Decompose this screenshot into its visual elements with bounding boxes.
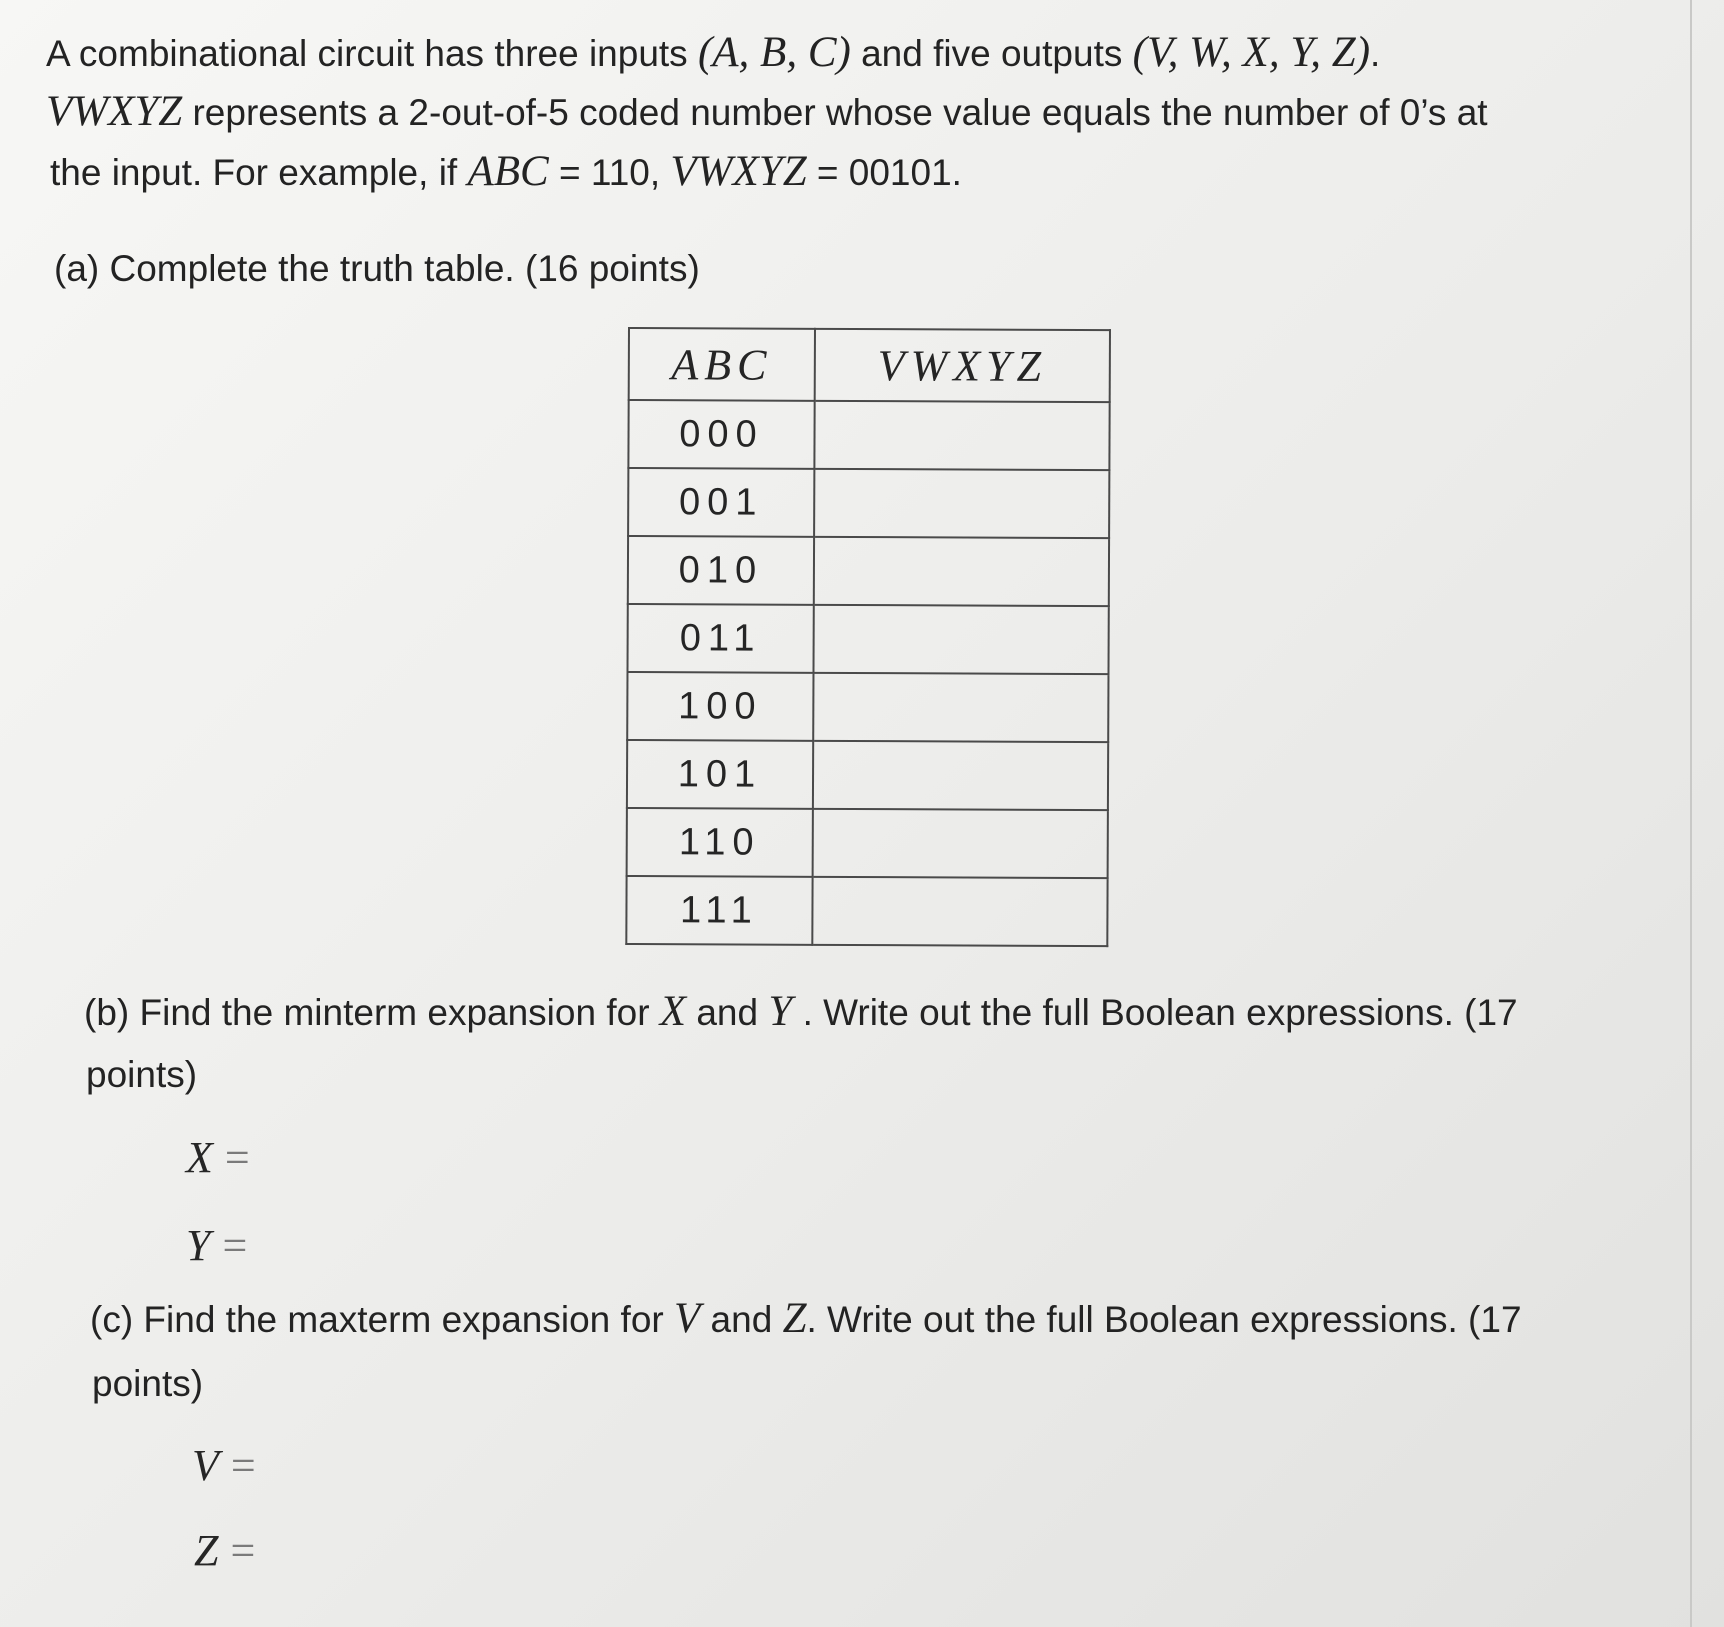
z-math: Z (782, 1295, 807, 1342)
part-c-text: . Write out the full Boolean expressions. (17 (806, 1299, 1522, 1340)
page-edge-divider (1690, 0, 1692, 1627)
z-variable: Z (194, 1526, 219, 1575)
truth-table (625, 327, 1111, 947)
intro-line-1 (46, 31, 1380, 76)
intro-text: the input. For example, if (50, 152, 468, 193)
intro-text: A combinational circuit has three inputs (46, 33, 698, 74)
vwxyz-math: VWXYZ (46, 88, 183, 135)
equals-sign: = (224, 1133, 250, 1182)
part-a-heading: (a) Complete the truth table. (16 points) (54, 248, 700, 289)
abc-cell: 111 (626, 876, 812, 945)
intro-line-2 (46, 90, 1488, 135)
equals-sign: = (222, 1221, 248, 1270)
vwxyz-answer-cell[interactable] (812, 877, 1107, 946)
v-variable: V (192, 1441, 219, 1490)
part-c-line-1 (90, 1297, 1522, 1342)
vwxyz-answer-cell[interactable] (814, 537, 1109, 606)
z-equation (194, 1525, 255, 1576)
part-b-line-1 (84, 990, 1518, 1035)
equals-sign: = (230, 1441, 256, 1490)
x-variable: X (186, 1133, 213, 1182)
abc-cell: 101 (627, 740, 813, 809)
part-b-line-2: points) (86, 1054, 198, 1095)
abc-cell: 011 (627, 604, 813, 673)
intro-text: = 00101. (806, 152, 962, 193)
intro-text: and five outputs (850, 33, 1133, 74)
intro-text: represents a 2-out-of-5 coded number whose value equals the number of 0’s at (182, 92, 1488, 133)
header-vwxyz: VWXYZ (815, 329, 1110, 402)
abc-cell: 010 (628, 536, 814, 605)
table-row (626, 876, 1107, 946)
inputs-math: (A, B, C) (697, 29, 851, 76)
table-row (627, 672, 1108, 742)
intro-line-3 (50, 150, 962, 195)
vwxyz-answer-cell[interactable] (813, 741, 1108, 810)
vwxyz-answer-cell[interactable] (814, 469, 1109, 538)
vwxyz-math: VWXYZ (670, 148, 807, 195)
equals-sign: = (230, 1526, 256, 1575)
y-math: Y (768, 988, 793, 1035)
part-c-line-2: points) (92, 1363, 204, 1404)
table-row (628, 468, 1109, 538)
x-equation (186, 1132, 250, 1183)
table-row (628, 400, 1109, 470)
abc-cell: 110 (627, 808, 813, 877)
part-b-text: (b) Find the minterm expansion for (84, 992, 660, 1033)
vwxyz-answer-cell[interactable] (813, 809, 1108, 878)
table-row (628, 536, 1109, 606)
v-equation (192, 1440, 256, 1491)
table-row (627, 740, 1108, 810)
part-b-text: and (686, 992, 769, 1033)
v-math: V (674, 1295, 701, 1342)
y-variable: Y (186, 1221, 211, 1270)
abc-cell: 000 (628, 400, 814, 469)
part-c-text: (c) Find the maxterm expansion for (90, 1299, 674, 1340)
abc-math: ABC (467, 148, 549, 195)
table-row (627, 808, 1108, 878)
header-abc: ABC (629, 328, 815, 401)
truth-table-header-row (629, 328, 1110, 402)
vwxyz-answer-cell[interactable] (814, 401, 1109, 470)
table-row (627, 604, 1108, 674)
intro-text: . (1370, 33, 1381, 74)
x-math: X (659, 988, 687, 1035)
y-equation (186, 1220, 247, 1271)
vwxyz-answer-cell[interactable] (813, 605, 1108, 674)
intro-text: = 110, (548, 152, 671, 193)
abc-cell: 100 (627, 672, 813, 741)
vwxyz-answer-cell[interactable] (813, 673, 1108, 742)
part-b-text: . Write out the full Boolean expressions. (17 (792, 992, 1518, 1033)
part-c-text: and (700, 1299, 783, 1340)
abc-cell: 001 (628, 468, 814, 537)
outputs-math: (V, W, X, Y, Z) (1132, 29, 1371, 76)
